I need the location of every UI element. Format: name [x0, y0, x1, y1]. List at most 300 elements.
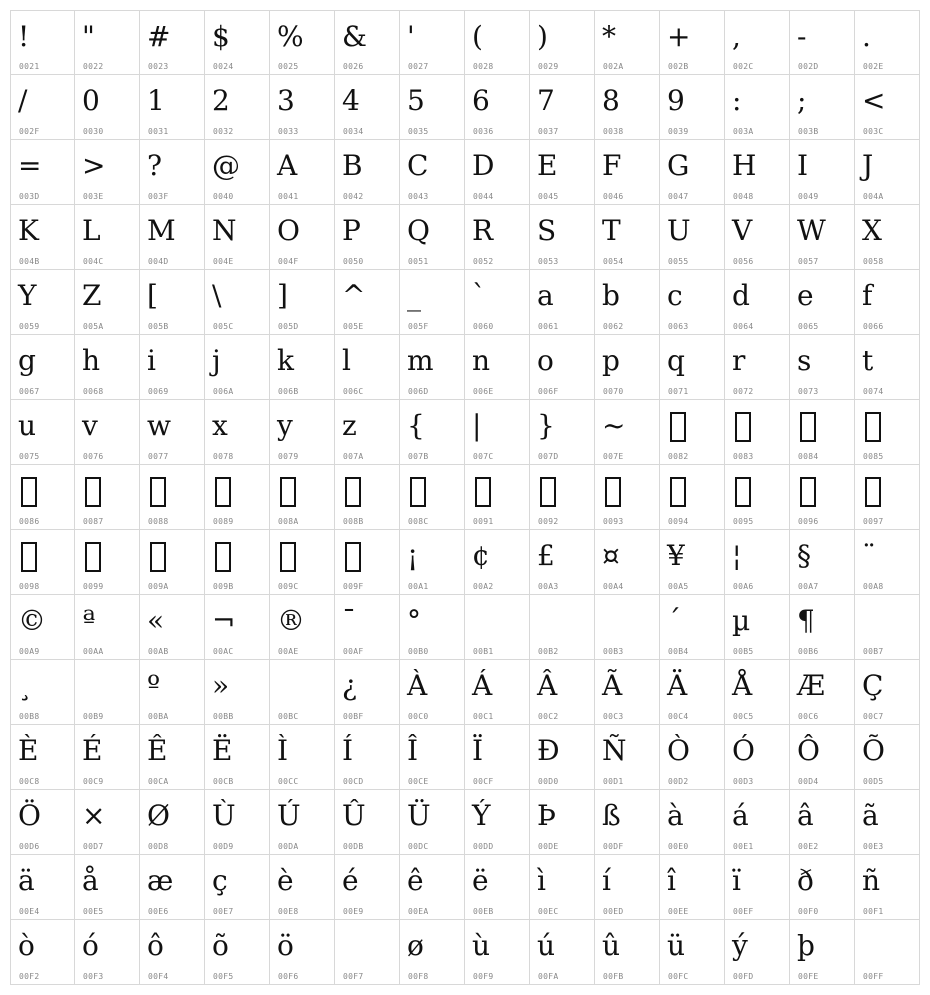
- glyph-char: [: [147, 279, 158, 312]
- glyph-code: 00E3: [863, 842, 884, 851]
- glyph-code: 00EF: [733, 907, 754, 916]
- glyph-cell: [530, 10, 595, 75]
- glyph-char: ¢: [472, 539, 490, 572]
- missing-glyph-box: [345, 477, 361, 507]
- glyph-char: g: [18, 344, 36, 377]
- glyph-code: 0072: [733, 387, 754, 396]
- glyph-code: 0077: [148, 452, 169, 461]
- glyph-cell: [75, 920, 140, 985]
- glyph-cell: [335, 920, 400, 985]
- glyph-char: -: [797, 20, 807, 53]
- glyph-char: !: [18, 20, 30, 53]
- glyph-cell: [205, 465, 270, 530]
- glyph-cell: [140, 10, 205, 75]
- glyph-char: s: [797, 344, 812, 377]
- glyph-code: 00FC: [668, 972, 689, 981]
- glyph-char: q: [667, 344, 685, 377]
- glyph-cell: [465, 920, 530, 985]
- glyph-code: 0050: [343, 257, 364, 266]
- glyph-code: 00DE: [538, 842, 559, 851]
- glyph-code: 00E0: [668, 842, 689, 851]
- glyph-code: 0075: [19, 452, 40, 461]
- glyph-char: ^: [342, 279, 366, 312]
- glyph-cell: [725, 270, 790, 335]
- glyph-code: 00C8: [19, 777, 40, 786]
- glyph-cell: [725, 205, 790, 270]
- glyph-char: º: [147, 669, 161, 702]
- glyph-cell: [855, 790, 920, 855]
- glyph-cell: [10, 920, 75, 985]
- glyph-char: X: [862, 214, 882, 247]
- glyph-char: Z: [82, 279, 102, 312]
- glyph-code: 0067: [19, 387, 40, 396]
- glyph-code: 0094: [668, 517, 689, 526]
- glyph-cell: [75, 270, 140, 335]
- glyph-cell: [270, 270, 335, 335]
- glyph-code: 00F0: [798, 907, 819, 916]
- glyph-cell: [400, 920, 465, 985]
- glyph-char: ¸: [18, 669, 32, 702]
- glyph-code: 007B: [408, 452, 429, 461]
- glyph-code: 00D9: [213, 842, 234, 851]
- glyph-cell: [855, 140, 920, 205]
- glyph-cell: [790, 920, 855, 985]
- glyph-cell: [530, 465, 595, 530]
- glyph-cell: [530, 75, 595, 140]
- glyph-cell: [790, 270, 855, 335]
- glyph-cell: [725, 530, 790, 595]
- glyph-char: ë: [472, 864, 489, 897]
- glyph-code: 00CC: [278, 777, 299, 786]
- glyph-cell: [855, 530, 920, 595]
- glyph-char: ): [537, 20, 548, 53]
- glyph-char: ß: [602, 799, 621, 832]
- missing-glyph-box: [475, 477, 491, 507]
- glyph-char: ;: [797, 84, 807, 117]
- glyph-char: >: [82, 149, 106, 182]
- missing-glyph-box: [85, 542, 101, 572]
- glyph-cell: [725, 75, 790, 140]
- glyph-code: 00C7: [863, 712, 884, 721]
- glyph-cell: [140, 530, 205, 595]
- glyph-cell: [465, 205, 530, 270]
- glyph-char: R: [472, 214, 494, 247]
- glyph-char: *: [602, 20, 616, 53]
- glyph-code: 00B3: [603, 647, 624, 656]
- glyph-char: È: [18, 734, 39, 767]
- glyph-cell: [10, 660, 75, 725]
- glyph-cell: [465, 465, 530, 530]
- glyph-code: 00A9: [19, 647, 40, 656]
- glyph-code: 00B6: [798, 647, 819, 656]
- glyph-cell: [270, 335, 335, 400]
- glyph-cell: [855, 920, 920, 985]
- glyph-code: 00DD: [473, 842, 494, 851]
- glyph-char: í: [602, 864, 611, 897]
- glyph-cell: [790, 790, 855, 855]
- glyph-code: 00DC: [408, 842, 429, 851]
- glyph-code: 00C1: [473, 712, 494, 721]
- glyph-char: n: [472, 344, 491, 377]
- glyph-cell: [10, 725, 75, 790]
- glyph-cell: [270, 465, 335, 530]
- glyph-cell: [530, 660, 595, 725]
- glyph-code: 0033: [278, 127, 299, 136]
- glyph-code: 00AF: [343, 647, 364, 656]
- glyph-cell: [400, 465, 465, 530]
- glyph-code: 00D6: [19, 842, 40, 851]
- glyph-char: ô: [147, 929, 164, 962]
- glyph-cell: [75, 75, 140, 140]
- glyph-code: 002E: [863, 62, 884, 71]
- glyph-char: Ò: [667, 734, 690, 767]
- missing-glyph-box: [150, 542, 166, 572]
- glyph-char: 2: [212, 84, 230, 117]
- glyph-char: ã: [862, 799, 879, 832]
- glyph-code: 002F: [19, 127, 40, 136]
- glyph-code: 00B5: [733, 647, 754, 656]
- glyph-code: 00D4: [798, 777, 819, 786]
- glyph-cell: [335, 75, 400, 140]
- glyph-code: 0035: [408, 127, 429, 136]
- glyph-code: 00D3: [733, 777, 754, 786]
- glyph-char: ¦: [732, 539, 742, 572]
- glyph-char: w: [147, 409, 171, 442]
- glyph-code: 00E4: [19, 907, 40, 916]
- glyph-char: Ï: [472, 734, 484, 767]
- glyph-char: +: [667, 20, 691, 53]
- glyph-code: 005F: [408, 322, 429, 331]
- glyph-cell: [855, 465, 920, 530]
- glyph-char: 1: [147, 84, 165, 117]
- glyph-char: à: [667, 799, 684, 832]
- glyph-cell: [205, 595, 270, 660]
- glyph-cell: [595, 400, 660, 465]
- glyph-char: 4: [342, 84, 360, 117]
- glyph-code: 0057: [798, 257, 819, 266]
- glyph-char: ': [407, 20, 415, 53]
- glyph-cell: [205, 400, 270, 465]
- glyph-code: 00A8: [863, 582, 884, 591]
- glyph-cell: [530, 855, 595, 920]
- glyph-char: o: [537, 344, 554, 377]
- glyph-cell: [790, 400, 855, 465]
- glyph-char: ~: [602, 409, 626, 442]
- glyph-char: S: [537, 214, 557, 247]
- glyph-code: 007D: [538, 452, 559, 461]
- glyph-code: 00D2: [668, 777, 689, 786]
- glyph-char: Á: [472, 669, 493, 702]
- glyph-char: I: [797, 149, 809, 182]
- glyph-char: <: [862, 84, 886, 117]
- glyph-cell: [75, 855, 140, 920]
- glyph-code: 0087: [83, 517, 104, 526]
- glyph-cell: [660, 465, 725, 530]
- glyph-code: 00AB: [148, 647, 169, 656]
- glyph-code: 003A: [733, 127, 754, 136]
- glyph-code: 0095: [733, 517, 754, 526]
- glyph-cell: [530, 205, 595, 270]
- glyph-char: 8: [602, 84, 620, 117]
- glyph-code: 0032: [213, 127, 234, 136]
- glyph-code: 005D: [278, 322, 299, 331]
- glyph-cell: [10, 75, 75, 140]
- glyph-code: 00EA: [408, 907, 429, 916]
- glyph-cell: [335, 725, 400, 790]
- glyph-code: 00AE: [278, 647, 299, 656]
- glyph-code: 0043: [408, 192, 429, 201]
- glyph-char: ú: [537, 929, 556, 962]
- glyph-char: Ú: [277, 799, 301, 832]
- glyph-code: 00F7: [343, 972, 364, 981]
- glyph-code: 00C9: [83, 777, 104, 786]
- glyph-char: @: [212, 149, 240, 182]
- glyph-code: 0083: [733, 452, 754, 461]
- glyph-cell: [400, 790, 465, 855]
- glyph-cell: [790, 10, 855, 75]
- glyph-char: Þ: [537, 799, 556, 832]
- glyph-char: ñ: [862, 864, 881, 897]
- glyph-char: O: [277, 214, 300, 247]
- glyph-cell: [855, 855, 920, 920]
- glyph-cell: [725, 10, 790, 75]
- glyph-char: ,: [732, 20, 741, 53]
- glyph-code: 00CE: [408, 777, 429, 786]
- glyph-code: 008B: [343, 517, 364, 526]
- glyph-char: Í: [342, 734, 354, 767]
- glyph-code: 0097: [863, 517, 884, 526]
- glyph-char: f: [862, 279, 873, 312]
- glyph-code: 00A2: [473, 582, 494, 591]
- missing-glyph-box: [605, 477, 621, 507]
- glyph-code: 0065: [798, 322, 819, 331]
- glyph-cell: [140, 140, 205, 205]
- glyph-code: 00BA: [148, 712, 169, 721]
- glyph-char: W: [797, 214, 826, 247]
- glyph-char: ¨: [862, 539, 876, 572]
- glyph-cell: [595, 530, 660, 595]
- glyph-char: «: [147, 604, 165, 637]
- glyph-cell: [270, 790, 335, 855]
- glyph-cell: [855, 595, 920, 660]
- glyph-cell: [335, 140, 400, 205]
- glyph-cell: [660, 335, 725, 400]
- glyph-cell: [530, 140, 595, 205]
- glyph-code: 00AC: [213, 647, 234, 656]
- glyph-cell: [595, 75, 660, 140]
- missing-glyph-box: [540, 477, 556, 507]
- missing-glyph-box: [670, 412, 686, 442]
- glyph-code: 0098: [19, 582, 40, 591]
- glyph-cell: [10, 530, 75, 595]
- glyph-cell: [660, 725, 725, 790]
- glyph-char: D: [472, 149, 495, 182]
- glyph-code: 00F4: [148, 972, 169, 981]
- glyph-char: Å: [732, 669, 753, 702]
- glyph-code: 003D: [19, 192, 40, 201]
- glyph-code: 0024: [213, 62, 234, 71]
- glyph-cell: [855, 725, 920, 790]
- glyph-cell: [465, 400, 530, 465]
- glyph-char: ¤: [602, 539, 620, 572]
- glyph-code: 007C: [473, 452, 494, 461]
- glyph-cell: [75, 725, 140, 790]
- glyph-cell: [855, 270, 920, 335]
- glyph-char: ó: [82, 929, 99, 962]
- glyph-cell: [790, 335, 855, 400]
- glyph-code: 0086: [19, 517, 40, 526]
- glyph-cell: [595, 205, 660, 270]
- glyph-code: 00EC: [538, 907, 559, 916]
- glyph-char: õ: [212, 929, 229, 962]
- glyph-char: e: [797, 279, 814, 312]
- glyph-char: F: [602, 149, 622, 182]
- glyph-char: ç: [212, 864, 228, 897]
- glyph-cell: [205, 75, 270, 140]
- glyph-char: J: [862, 149, 874, 182]
- glyph-code: 00BC: [278, 712, 299, 721]
- glyph-char: Ø: [147, 799, 170, 832]
- glyph-cell: [530, 595, 595, 660]
- glyph-cell: [465, 10, 530, 75]
- glyph-code: 0021: [19, 62, 40, 71]
- glyph-cell: [660, 920, 725, 985]
- glyph-code: 00CF: [473, 777, 494, 786]
- glyph-char: ]: [277, 279, 288, 312]
- glyph-char: j: [212, 344, 221, 377]
- glyph-char: ©: [18, 604, 46, 637]
- glyph-char: %: [277, 20, 304, 53]
- glyph-char: V: [732, 214, 753, 247]
- glyph-char: |: [472, 409, 482, 442]
- glyph-code: 00FB: [603, 972, 624, 981]
- glyph-char: §: [797, 539, 811, 572]
- glyph-code: 00A5: [668, 582, 689, 591]
- glyph-code: 00A3: [538, 582, 559, 591]
- glyph-char: i: [147, 344, 156, 377]
- glyph-cell: [595, 335, 660, 400]
- glyph-code: 0042: [343, 192, 364, 201]
- glyph-cell: [400, 660, 465, 725]
- glyph-code: 0084: [798, 452, 819, 461]
- glyph-char: ì: [537, 864, 546, 897]
- glyph-code: 0062: [603, 322, 624, 331]
- glyph-code: 0069: [148, 387, 169, 396]
- glyph-cell: [790, 595, 855, 660]
- glyph-cell: [725, 920, 790, 985]
- glyph-char: :: [732, 84, 742, 117]
- glyph-char: L: [82, 214, 101, 247]
- glyph-code: 0028: [473, 62, 494, 71]
- glyph-cell: [790, 660, 855, 725]
- glyph-cell: [270, 75, 335, 140]
- missing-glyph-box: [865, 412, 881, 442]
- glyph-code: 003C: [863, 127, 884, 136]
- glyph-char: u: [18, 409, 37, 442]
- glyph-cell: [335, 205, 400, 270]
- glyph-cell: [595, 855, 660, 920]
- glyph-cell: [660, 75, 725, 140]
- glyph-cell: [530, 270, 595, 335]
- glyph-code: 0047: [668, 192, 689, 201]
- glyph-char: N: [212, 214, 237, 247]
- glyph-code: 002C: [733, 62, 754, 71]
- glyph-char: K: [18, 214, 39, 247]
- glyph-code: 002B: [668, 62, 689, 71]
- glyph-code: 002A: [603, 62, 624, 71]
- glyph-cell: [790, 725, 855, 790]
- missing-glyph-box: [410, 477, 426, 507]
- glyph-char: 3: [277, 84, 295, 117]
- glyph-cell: [660, 270, 725, 335]
- glyph-code: 0070: [603, 387, 624, 396]
- glyph-cell: [10, 790, 75, 855]
- glyph-cell: [75, 660, 140, 725]
- glyph-char: ×: [82, 799, 106, 832]
- glyph-code: 00A4: [603, 582, 624, 591]
- glyph-code: 0071: [668, 387, 689, 396]
- glyph-cell: [790, 140, 855, 205]
- glyph-cell: [595, 270, 660, 335]
- glyph-char: 5: [407, 84, 425, 117]
- glyph-char: T: [602, 214, 621, 247]
- glyph-cell: [10, 10, 75, 75]
- glyph-code: 0023: [148, 62, 169, 71]
- glyph-code: 0041: [278, 192, 299, 201]
- glyph-code: 00A6: [733, 582, 754, 591]
- glyph-char: ´: [667, 604, 681, 637]
- glyph-cell: [205, 205, 270, 270]
- glyph-code: 00C3: [603, 712, 624, 721]
- glyph-cell: [75, 530, 140, 595]
- glyph-cell: [10, 140, 75, 205]
- glyph-char: d: [732, 279, 750, 312]
- glyph-char: ¡: [407, 539, 419, 572]
- glyph-cell: [400, 335, 465, 400]
- glyph-cell: [270, 205, 335, 270]
- glyph-cell: [725, 140, 790, 205]
- glyph-cell: [75, 10, 140, 75]
- glyph-char: ": [82, 20, 95, 53]
- glyph-cell: [660, 400, 725, 465]
- glyph-code: 0025: [278, 62, 299, 71]
- glyph-code: 0030: [83, 127, 104, 136]
- glyph-cell: [75, 465, 140, 530]
- glyph-char: Â: [537, 669, 558, 702]
- glyph-char: l: [342, 344, 351, 377]
- glyph-cell: [400, 595, 465, 660]
- glyph-char: è: [277, 864, 294, 897]
- glyph-code: 0054: [603, 257, 624, 266]
- glyph-cell: [400, 10, 465, 75]
- glyph-char: Ó: [732, 734, 755, 767]
- glyph-code: 00B2: [538, 647, 559, 656]
- glyph-code: 0082: [668, 452, 689, 461]
- glyph-code: 00B8: [19, 712, 40, 721]
- glyph-cell: [725, 660, 790, 725]
- glyph-cell: [400, 400, 465, 465]
- glyph-char: Y: [18, 279, 37, 312]
- glyph-char: r: [732, 344, 746, 377]
- glyph-cell: [140, 335, 205, 400]
- glyph-cell: [205, 855, 270, 920]
- glyph-code: 0046: [603, 192, 624, 201]
- glyph-code: 00FE: [798, 972, 819, 981]
- glyph-cell: [400, 725, 465, 790]
- glyph-cell: [400, 140, 465, 205]
- glyph-cell: [465, 335, 530, 400]
- glyph-char: Æ: [797, 669, 826, 702]
